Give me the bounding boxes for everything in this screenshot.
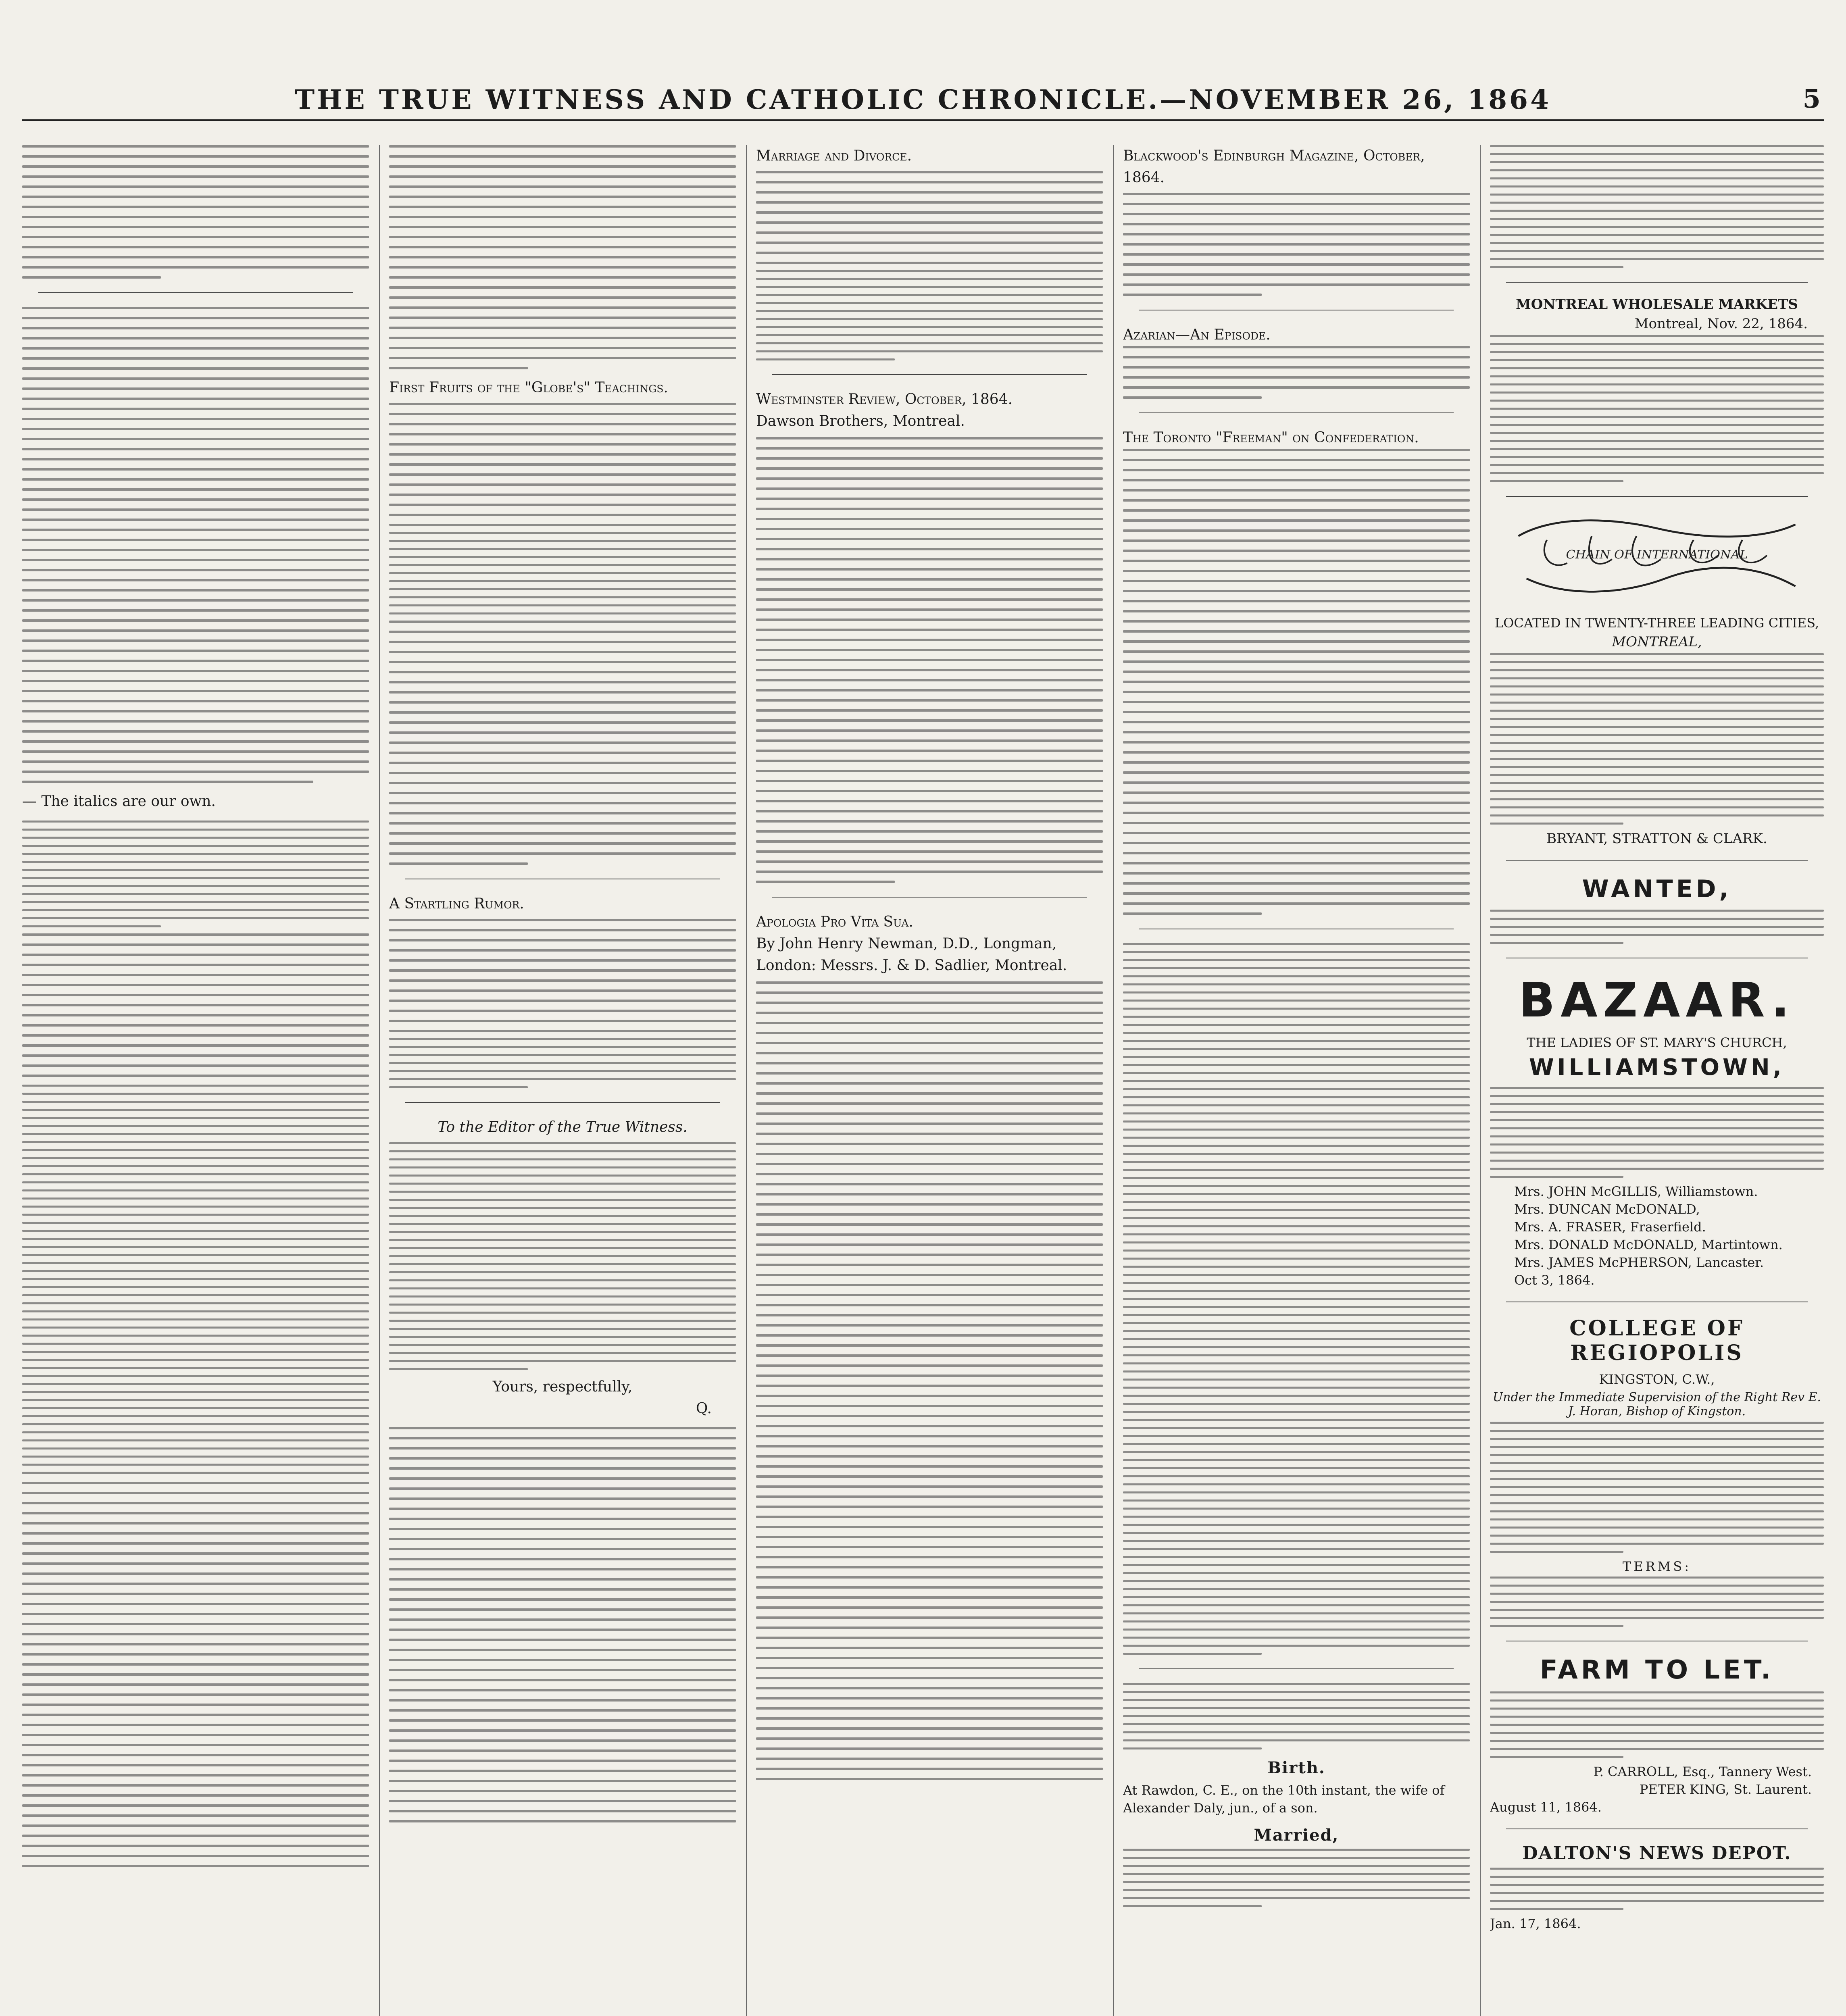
heading-startling-rumor: A Startling Rumor. (389, 896, 524, 912)
bazaar-committee (1490, 1184, 1824, 1288)
column-1 (22, 145, 369, 2016)
heading-blackwood: Blackwood's Edinburgh Magazine, October, 1864. (1123, 148, 1425, 186)
farm-contact: P. CARROLL, Esq., Tannery West. (1593, 1764, 1812, 1779)
letter-initial: Q. (696, 1400, 712, 1417)
college-locations: LOCATED IN TWENTY-THREE LEADING CITIES, (1494, 615, 1819, 631)
committee-member: Mrs. A. FRASER, Fraserfield. (1514, 1219, 1706, 1235)
committee-member: Mrs. JOHN McGILLIS, Williamstown. (1514, 1184, 1758, 1199)
newspaper-page (22, 101, 1824, 2016)
letter-heading: To the Editor of the True Witness. (438, 1119, 688, 1135)
market-title: MONTREAL WHOLESALE MARKETS (1516, 296, 1798, 312)
heading-toronto-freeman: The Toronto "Freeman" on Confederation. (1123, 429, 1419, 446)
farm-date: August 11, 1864. (1490, 1799, 1602, 1815)
bazaar-date: Oct 3, 1864. (1514, 1272, 1595, 1288)
column-divider (746, 145, 747, 2016)
wanted-title: WANTED, (1582, 875, 1732, 903)
heading-westminster-review: Westminster Review, October, 1864. (756, 391, 1013, 408)
terms-title: TERMS: (1622, 1559, 1692, 1574)
apologia-publisher: By John Henry Newman, D.D., Longman, London: Messrs. J. & D. Sadlier, Montreal. (756, 935, 1067, 974)
heading-apologia: Apologia Pro Vita Sua. (756, 914, 913, 930)
commercial-college-logo (1502, 513, 1812, 606)
column-5 (1490, 145, 1824, 2016)
college-title: COLLEGE OF REGIOPOLIS (1569, 1316, 1744, 1365)
column-2 (389, 145, 736, 2016)
montreal-label: MONTREAL, (1612, 634, 1702, 650)
bazaar-place: WILLIAMSTOWN, (1529, 1054, 1785, 1081)
letter-signoff: Yours, respectfully, (492, 1379, 633, 1395)
page-number: 5 (1802, 84, 1821, 114)
advertisements (1490, 145, 1824, 1931)
bazaar-subtitle: THE LADIES OF ST. MARY'S CHURCH, (1527, 1035, 1787, 1050)
committee-member: Mrs. DONALD McDONALD, Martintown. (1514, 1237, 1783, 1252)
bazaar-title: BAZAAR. (1519, 972, 1795, 1028)
college-place: KINGSTON, C.W., (1599, 1372, 1715, 1387)
westminster-publisher: Dawson Brothers, Montreal. (756, 413, 965, 429)
article-body (1123, 145, 1470, 1907)
logo-ring-text: CHAIN OF INTERNATIONAL (1566, 548, 1748, 561)
newspaper-title: THE TRUE WITNESS AND CATHOLIC CHRONICLE.—NOVEMBER 26, 1864 (294, 84, 1552, 115)
column-3 (756, 145, 1103, 2016)
dalton-title: DALTON'S NEWS DEPOT. (1522, 1843, 1792, 1864)
article-body (22, 145, 369, 1867)
italics-note: — The italics are our own. (22, 793, 216, 810)
farm-proprietor: PETER KING, St. Laurent. (1639, 1782, 1812, 1797)
committee-member: Mrs. JAMES McPHERSON, Lancaster. (1514, 1255, 1764, 1270)
column-divider (1113, 145, 1114, 2016)
dalton-date: Jan. 17, 1864. (1490, 1916, 1581, 1931)
article-body (389, 145, 736, 1822)
college-supervision: Under the Immediate Supervision of the Right Rev E. J. Horan, Bishop of Kingston. (1492, 1390, 1821, 1418)
heading-married: Married, (1254, 1826, 1339, 1845)
heading-azarian: Azarian—An Episode. (1123, 327, 1271, 343)
column-divider (1480, 145, 1481, 2016)
market-date: Montreal, Nov. 22, 1864. (1634, 316, 1808, 332)
article-body (756, 145, 1103, 1780)
farm-title: FARM TO LET. (1540, 1655, 1774, 1685)
heading-marriage-divorce: Marriage and Divorce. (756, 148, 912, 164)
heading-births: Birth. (1267, 1758, 1325, 1777)
committee-member: Mrs. DUNCAN McDONALD, (1514, 1202, 1700, 1217)
column-4 (1123, 145, 1470, 2016)
birth-notice: At Rawdon, C. E., on the 10th instant, the wife of Alexander Daly, jun., of a son. (1123, 1783, 1445, 1816)
college-firm: BRYANT, STRATTON & CLARK. (1546, 831, 1767, 847)
heading-fruits-of-globe: First Fruits of the "Globe's" Teachings. (389, 379, 668, 396)
column-divider (379, 145, 380, 2016)
